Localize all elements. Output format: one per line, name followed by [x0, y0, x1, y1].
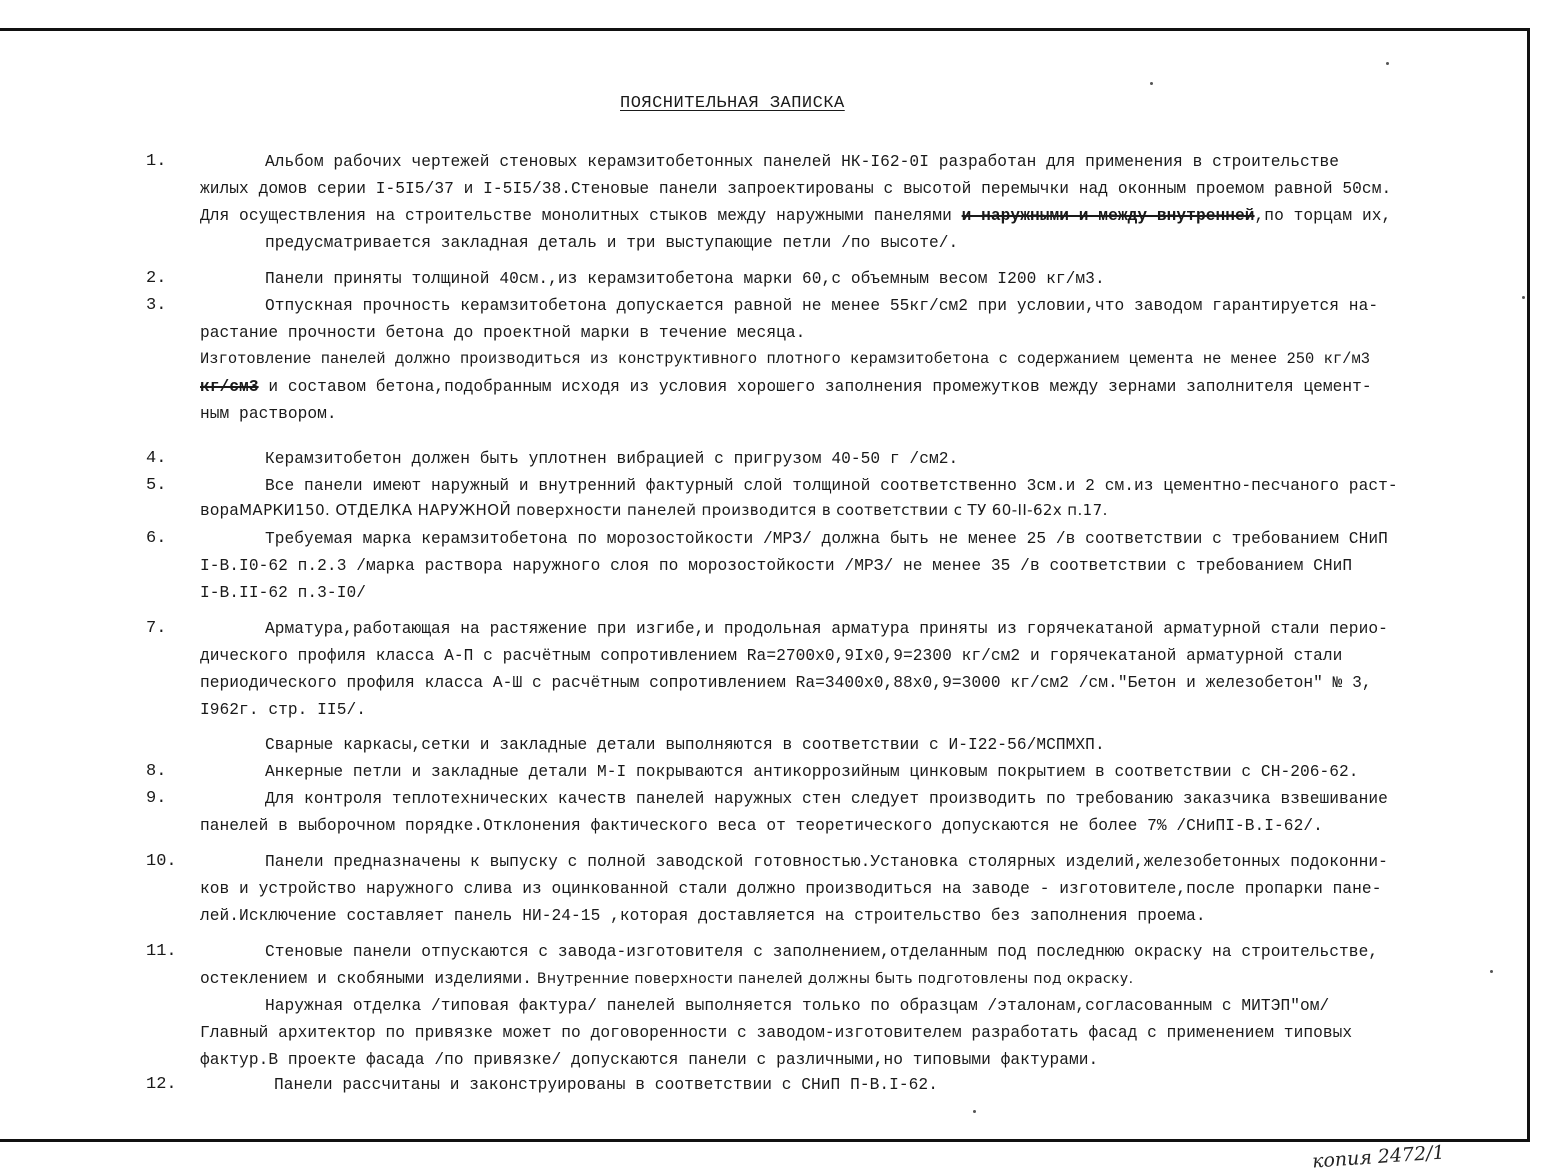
- text-line: фактур.В проекте фасада /по привязке/ допускаются панели с различными,но типовыми фактурами.: [200, 1051, 1099, 1069]
- text-segment: вора: [200, 502, 240, 520]
- item-number-4: 4.: [146, 449, 167, 468]
- text-segment: и составом бетона,подобранным исходя из условия хорошего заполнения промежутков между зернами заполнителя цемент-: [258, 378, 1372, 396]
- text-segment: Для осуществления на строительстве монолитных стыков между наружными панелями: [200, 207, 952, 225]
- text-segment: остеклением и скобяными изделиями.: [200, 970, 532, 988]
- item-number-9: 9.: [146, 789, 167, 808]
- item-number-10: 10.: [146, 852, 177, 871]
- item-number-3: 3.: [146, 296, 167, 315]
- text-segment: ,по торцам их,: [1254, 207, 1392, 225]
- text-line: I962г. стр. II5/.: [200, 701, 366, 719]
- item-number-5: 5.: [146, 476, 167, 495]
- text-line: Главный архитектор по привязке может по договоренности с заводом-изготовителем разработать фасад с применением типовых: [200, 1024, 1353, 1042]
- text-line: Керамзитобетон должен быть уплотнен вибрацией с пригрузом 40-50 г /см2.: [265, 450, 959, 468]
- text-line: Сварные каркасы,сетки и закладные детали выполняются в соответствии с И-I22-56/МСПМХП.: [265, 736, 1105, 754]
- text-line: Все панели имеют наружный и внутренний фактурный слой толщиной соответственно 3см.и 2 см.из цементно-песчаного раст-: [265, 477, 1398, 495]
- text-line: Арматура,работающая на растяжение при изгибе,и продольная арматура приняты из горячекатаной арматурной стали перио-: [265, 620, 1388, 638]
- text-line: жилых домов серии I-5I5/37 и I-5I5/38.Стеновые панели запроектированы с высотой перемычки над оконным проемом равной 50см.: [200, 180, 1392, 198]
- text-line: Анкерные петли и закладные детали М-I покрываются антикоррозийным цинковым покрытием в соответствии с СН-206-62.: [265, 763, 1359, 781]
- text-line: Изготовление панелей должно производиться из конструктивного плотного керамзитобетона с содержанием цемента не менее 250 кг/м3: [200, 350, 1371, 368]
- scan-speck: [973, 1110, 976, 1113]
- item-number-7: 7.: [146, 619, 167, 638]
- text-line: [200, 503, 1108, 519]
- struck-text: и наружными и между внутренней: [961, 207, 1255, 225]
- item-number-8: 8.: [146, 762, 167, 781]
- document-title: ПОЯСНИТЕЛЬНАЯ ЗАПИСКА: [620, 94, 845, 113]
- text-line: Стеновые панели отпускаются с завода-изготовителя с заполнением,отделанным под последнюю окраску на строительстве,: [265, 943, 1379, 961]
- text-line: периодического профиля класса А-Ш с расчётным сопротивлением Rа=3400x0,88x0,9=3000 кг/см2 /см."Бетон и железобетон" № 3,: [200, 674, 1372, 692]
- text-line: I-В.II-62 п.3-I0/: [200, 584, 366, 602]
- archive-note: копия 2472/1: [1311, 1141, 1446, 1173]
- text-line: [200, 971, 1133, 987]
- text-line: [200, 379, 1372, 395]
- text-line: Панели рассчитаны и законструированы в соответствии с СНиП П-В.I-62.: [274, 1076, 938, 1094]
- text-line: Отпускная прочность керамзитобетона допускается равной не менее 55кг/см2 при условии,что заводом гарантируется на-: [265, 297, 1379, 315]
- item-number-6: 6.: [146, 529, 167, 548]
- item-number-1: 1.: [146, 152, 167, 171]
- text-line: панелей в выборочном порядке.Отклонения фактического веса от теоретического допускаются не более 7% /СНиПI-В.I-62/.: [200, 817, 1323, 835]
- item-number-2: 2.: [146, 269, 167, 288]
- text-line: ным раствором.: [200, 405, 337, 423]
- text-line: [200, 208, 1391, 224]
- item-number-11: 11.: [146, 942, 177, 961]
- scan-speck: [1386, 62, 1389, 65]
- handwritten-text: МАРКИ150. ОТДЕЛКА НАРУЖНОЙ поверхности панелей производится в соответствии с ТУ 60-II-62х п.17.: [239, 501, 1108, 519]
- scan-speck: [1490, 970, 1493, 973]
- text-line: Для контроля теплотехнических качеств панелей наружных стен следует производить по требованию заказчика взвешивание: [265, 790, 1388, 808]
- text-line: I-В.I0-62 п.2.3 /марка раствора наружного слоя по морозостойкости /МРЗ/ не менее 35 /в соответствии с требованием СНиП: [200, 557, 1353, 575]
- scan-speck: [1150, 82, 1153, 85]
- text-line: лей.Исключение составляет панель НИ-24-15 ,которая доставляется на строительство без заполнения проема.: [200, 907, 1206, 925]
- text-line: ков и устройство наружного слива из оцинкованной стали должно производиться на заводе - изготовителе,после пропарки пане-: [200, 880, 1382, 898]
- handwritten-text: Внутренние поверхности панелей должны быть подготовлены под окраску.: [531, 971, 1134, 987]
- text-line: Панели предназначены к выпуску с полной заводской готовностью.Установка столярных изделий,железобетонных подоконни-: [265, 853, 1388, 871]
- text-line: Панели приняты толщиной 40см.,из керамзитобетона марки 60,с объемным весом I200 кг/м3.: [265, 270, 1105, 288]
- text-line: Альбом рабочих чертежей стеновых керамзитобетонных панелей НК-I62-0I разработан для применения в строительстве: [265, 153, 1340, 171]
- text-line: предусматривается закладная деталь и три выступающие петли /по высоте/.: [265, 234, 959, 252]
- struck-text: кг/см3: [200, 378, 259, 396]
- text-line: дического профиля класса А-П с расчётным сопротивлением Rа=2700x0,9Ix0,9=2300 кг/см2 и горячекатаной арматурной стали: [200, 647, 1343, 665]
- text-line: Наружная отделка /типовая фактура/ панелей выполняется только по образцам /эталонам,согласованным с МИТЭП"ом/: [265, 997, 1330, 1015]
- scan-speck: [1522, 296, 1525, 299]
- item-number-12: 12.: [146, 1075, 177, 1094]
- text-line: растание прочности бетона до проектной марки в течение месяца.: [200, 324, 806, 342]
- text-line: Требуемая марка керамзитобетона по морозостойкости /МРЗ/ должна быть не менее 25 /в соответствии с требованием СНиП: [265, 530, 1388, 548]
